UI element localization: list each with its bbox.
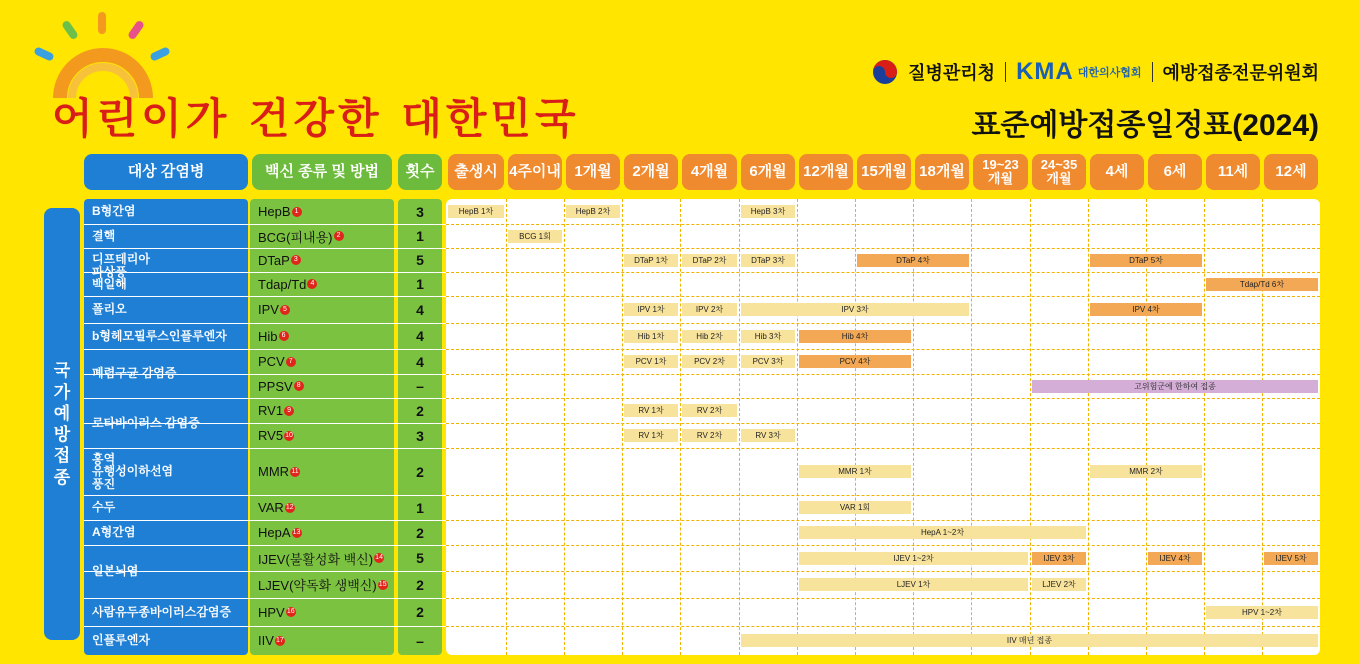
grid-vline [564,199,565,655]
dose-bar: Tdap/Td 6차 [1206,278,1318,291]
schedule-title: 표준예방접종일정표(2024) [971,109,1319,142]
dose-bar: Hib 2차 [682,330,737,343]
dose-bar: LJEV 2차 [1032,578,1086,591]
hero-title: 어린이가 건강한 대한민국 [52,94,580,143]
footnote-marker: 4 [307,279,317,289]
vaccine-label: HepB 1 [258,199,302,224]
dose-count: 1 [416,276,424,292]
grid-vline [1088,199,1089,655]
header-disease: 대상 감염병 [84,154,248,190]
header-age-3: 2개월 [624,154,678,190]
vaccine-label: LJEV(약독화 생백신) 15 [258,578,387,593]
side-char: 접 [53,446,71,466]
disease-label: 디프테리아 파상풍 백일해 [92,252,150,292]
header-age-9: 19~23 개월 [973,154,1028,190]
disease-label: 수두 [92,500,116,515]
vaccine-label: Tdap/Td 4 [258,272,317,296]
dose-bar: IJEV 1~2차 [799,552,1028,565]
disease-label: 폐렴구균 감염증 [92,366,177,381]
vaccine-label: RV5 10 [258,428,293,443]
header-age-14: 12세 [1264,154,1318,190]
dose-bar: DTaP 1차 [624,254,678,267]
dose-count: 1 [416,499,424,516]
dose-bar: RV 2차 [682,429,737,442]
dose-bar: IPV 1차 [624,303,678,316]
vaccine-label: IJEV(불활성화 백신) 14 [258,551,383,567]
header-vaccine: 백신 종류 및 방법 [252,154,392,190]
disease-label: A형간염 [92,525,136,540]
footnote-marker: 1 [292,207,302,217]
vaccine-label: Hib 6 [258,323,289,349]
dose-count: 2 [416,402,424,419]
vaccine-label: MMR 11 [258,464,299,479]
footnote-marker: 16 [286,608,295,615]
divider [1005,62,1006,82]
grid-hline [446,323,1320,324]
grid-hline [446,495,1320,496]
dose-bar: MMR 1차 [799,465,911,478]
dose-bar: RV 3차 [741,429,795,442]
grid-hline [446,248,1320,249]
vaccine-label: PPSV 8 [258,374,304,398]
grid-hline [446,571,1320,572]
grid-vline [680,199,681,655]
grid-vline [1204,199,1205,655]
header-age-12: 6세 [1148,154,1202,190]
dose-count: 4 [416,353,424,370]
disease-label: 홍역 유행성이하선염 풍진 [92,451,174,491]
disease-label: 로타바이러스 감염증 [92,415,200,430]
dose-count: 2 [416,463,424,480]
dose-bar: 고위험군에 한하여 접종 [1032,380,1318,393]
header-age-5: 6개월 [741,154,795,190]
header-age-4: 4개월 [682,154,737,190]
dose-bar: HepB 1차 [448,205,504,218]
dose-count: 3 [416,427,424,444]
grid-hline [446,349,1320,350]
header-age-13: 11세 [1206,154,1260,190]
header-age-0: 출생시 [448,154,504,190]
footnote-marker: 15 [378,580,387,588]
footnote-marker: 8 [294,381,304,391]
org-committee: 예방접종전문위원회 [1162,63,1319,83]
org-logos [872,58,1319,86]
disease-label: 사람유두종바이러스감염증 [92,604,232,619]
vaccine-label: DTaP 3 [258,248,301,272]
dose-bar: RV 2차 [682,404,737,417]
footnote-marker: 9 [284,406,294,416]
grid-vline [797,199,798,655]
side-char: 가 [53,382,71,402]
dose-bar: Hib 1차 [624,330,678,343]
dose-count: 3 [416,203,424,220]
grid-vline [1262,199,1263,655]
dose-count: 4 [416,328,424,344]
disease-label: B형간염 [92,204,136,219]
dose-bar: IJEV 3차 [1032,552,1086,565]
org-kdca: 질병관리청 [908,63,996,83]
dose-bar: IJEV 5차 [1264,552,1318,565]
grid-hline [446,520,1320,521]
grid-vline [739,199,740,655]
dose-bar: PCV 2차 [682,355,737,368]
side-char: 종 [53,467,71,487]
dose-bar: HPV 1~2차 [1206,606,1318,619]
grid-vline [1030,199,1031,655]
dose-bar: IPV 2차 [682,303,737,316]
footnote-marker: 11 [291,467,299,475]
grid-vline [506,199,507,655]
dose-bar: PCV 1차 [624,355,678,368]
dose-count: 1 [416,228,424,244]
dose-bar: DTaP 4차 [857,254,969,267]
grid-hline [446,296,1320,297]
grid-vline [622,199,623,655]
dose-bar: LJEV 1차 [799,578,1028,591]
dose-bar: IPV 3차 [741,303,969,316]
vaccine-label: PCV 7 [258,349,296,374]
disease-label: 인플루엔자 [92,633,150,648]
header-age-8: 18개월 [915,154,969,190]
dose-count: 2 [416,524,424,541]
vaccine-label: HPV 16 [258,604,295,620]
header-age-1: 4주이내 [508,154,562,190]
dose-count: – [416,632,424,649]
footnote-marker: 3 [291,255,301,265]
vaccine-label: VAR 12 [258,500,294,515]
dose-count: 4 [416,301,424,318]
header-age-2: 1개월 [566,154,620,190]
dose-bar: IJEV 4차 [1148,552,1202,565]
vaccine-label: HepA 13 [258,525,301,540]
disease-label: 폴리오 [92,302,127,317]
vaccine-label: BCG(피내용) 2 [258,224,344,248]
vaccine-label: IIV 17 [258,633,284,648]
dose-bar: DTaP 2차 [682,254,737,267]
footnote-marker: 14 [375,554,383,561]
dose-bar: Hib 3차 [741,330,795,343]
grid-hline [446,272,1320,273]
dose-bar: PCV 4차 [799,355,911,368]
dose-count: 2 [416,604,424,620]
vaccine-label: IPV 5 [258,296,290,323]
footnote-marker: 5 [280,305,290,315]
grid-hline [446,374,1320,375]
vaccine-label: RV1 9 [258,398,294,423]
org-kma-sub: 대한의사협회 [1077,67,1142,79]
footnote-marker: 17 [276,636,284,644]
dose-bar: IPV 4차 [1090,303,1202,316]
header-count: 횟수 [398,154,442,190]
dose-count: 2 [416,576,424,593]
grid-hline [446,398,1320,399]
grid-hline [446,545,1320,546]
header-age-11: 4세 [1090,154,1144,190]
grid-vline [1146,199,1147,655]
dose-bar: DTaP 3차 [741,254,795,267]
grid-hline [446,448,1320,449]
dose-bar: HepA 1~2차 [799,526,1086,539]
header-age-6: 12개월 [799,154,853,190]
dose-count: 5 [416,252,424,268]
footnote-marker: 6 [279,331,289,341]
dose-bar: RV 1차 [624,429,678,442]
footnote-marker: 12 [285,503,294,511]
side-char: 방 [53,425,71,444]
divider [1152,62,1153,82]
disease-label: 결핵 [92,228,116,243]
disease-label: b형헤모필루스인플루엔자 [92,328,227,343]
grid-hline [446,423,1320,424]
kdca-emblem-icon [872,59,898,85]
grid-hline [446,224,1320,225]
dose-bar: IIV 매년 접종 [741,634,1318,647]
dose-bar: BCG 1회 [508,230,562,243]
dose-count: 5 [416,550,424,566]
side-label-national-vaccination [44,208,80,640]
footnote-marker: 13 [292,528,301,536]
org-kma: KMA [1016,58,1074,85]
footnote-marker: 10 [285,431,293,439]
dose-bar: HepB 2차 [566,205,620,218]
disease-label: 일본뇌염 [92,564,139,579]
dose-bar: MMR 2차 [1090,465,1202,478]
dose-bar: Hib 4차 [799,330,911,343]
side-char: 국 [53,361,71,381]
footnote-marker: 7 [286,357,296,367]
side-char: 예 [53,403,71,423]
dose-bar: RV 1차 [624,404,678,417]
dose-bar: PCV 3차 [741,355,795,368]
dose-count: – [416,378,424,394]
dose-bar: DTaP 5차 [1090,254,1202,267]
dose-bar: HepB 3차 [741,205,795,218]
footnote-marker: 2 [334,231,344,241]
header-age-7: 15개월 [857,154,911,190]
grid-hline [446,598,1320,599]
header-age-10: 24~35 개월 [1032,154,1086,190]
grid-hline [446,626,1320,627]
dose-bar: VAR 1회 [799,501,911,514]
